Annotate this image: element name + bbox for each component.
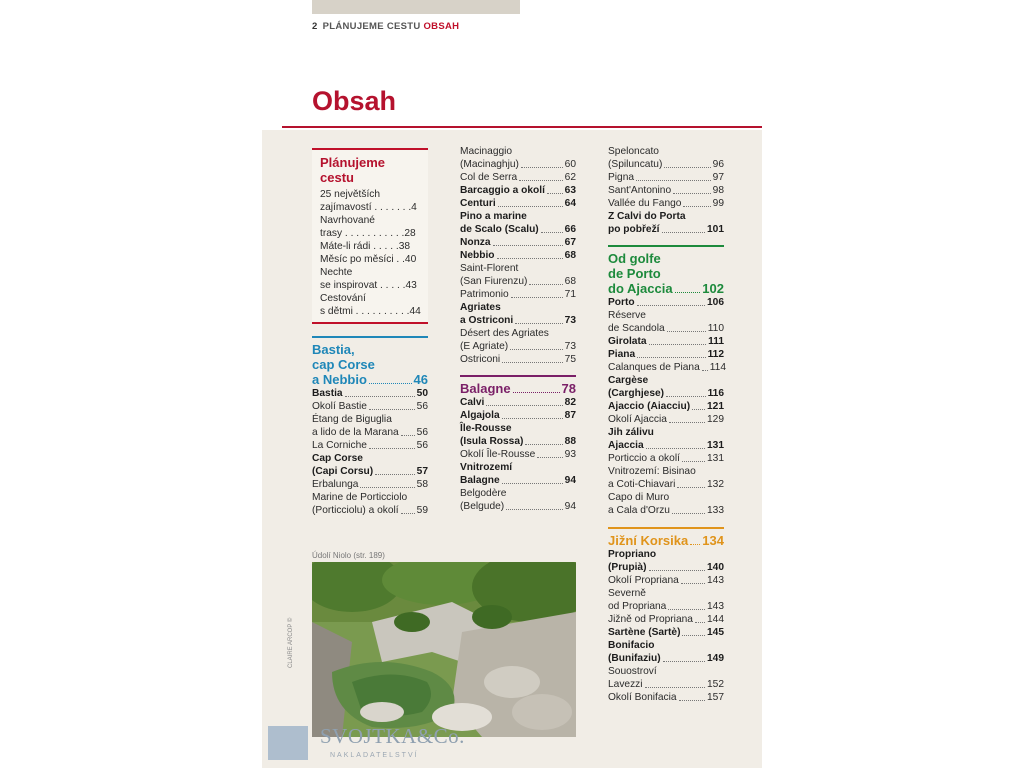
toc-entry[interactable] (608, 678, 724, 691)
section-heading: Balagne 78 (460, 381, 576, 396)
toc-entry-page: 58 (416, 479, 428, 490)
toc-entry-label: (Macinaghju) (460, 159, 519, 170)
toc-entry-page: 94 (564, 475, 576, 486)
toc-entry[interactable] (608, 296, 724, 309)
toc-entry-label: Okolí Bonifacia (608, 692, 677, 703)
toc-entry[interactable] (460, 249, 576, 262)
toc-entry-label: Balagne (460, 475, 500, 486)
toc-entry[interactable] (460, 171, 576, 184)
toc-entry-label: (Prupià) (608, 562, 647, 573)
toc-entry[interactable] (608, 413, 724, 426)
toc-entry[interactable] (460, 448, 576, 461)
toc-entry-label: Lavezzi (608, 679, 643, 690)
toc-entry-page: 57 (416, 466, 428, 477)
toc-entry-page: 101 (707, 224, 724, 235)
toc-entry-page: 129 (707, 414, 724, 425)
toc-entry[interactable] (608, 691, 724, 704)
section-heading: Jižní Korsika 134 (608, 533, 724, 548)
toc-entry-page: 114 (709, 362, 727, 373)
toc-entry-page: 106 (707, 297, 724, 308)
toc-entry[interactable] (460, 422, 576, 435)
toc-entry-label: od Propriana (608, 601, 667, 612)
toc-entry-label: Okolí Bastie (312, 401, 367, 412)
toc-entry-label: Jižně od Propriana (608, 614, 693, 625)
toc-entry-label: Souostroví (608, 666, 657, 677)
toc-entry-label: Désert des Agriates (460, 328, 549, 339)
toc-entry-page: 99 (712, 198, 724, 209)
toc-entry[interactable] (460, 223, 576, 236)
toc-entry-label: Île-Rousse (460, 423, 512, 434)
toc-entry-label: a lido de la Marana (312, 427, 399, 438)
toc-entry-label: (Capi Corsu) (312, 466, 374, 477)
toc-entry[interactable] (460, 301, 576, 314)
publisher-subtitle: NAKLADATELSTVÍ (330, 752, 419, 759)
toc-entry[interactable] (320, 214, 428, 227)
toc-entry-page: 43 (405, 280, 417, 291)
toc-entry-page: 38 (398, 241, 411, 252)
toc-entry-page: 56 (416, 427, 428, 438)
toc-entry-page: 144 (707, 614, 724, 625)
toc-entry-label: Vnitrozemí: Bisinao (608, 466, 696, 477)
planning-box (312, 148, 428, 324)
toc-entry[interactable] (460, 275, 576, 288)
toc-entry[interactable] (460, 158, 576, 171)
toc-entry[interactable] (460, 396, 576, 409)
toc-entry-page: 66 (564, 224, 576, 235)
toc-entry-page: 67 (564, 237, 576, 248)
toc-entry-page: 50 (416, 388, 428, 399)
toc-entry[interactable] (460, 236, 576, 249)
column-3-list (608, 145, 724, 236)
toc-entry-label: Agriates (460, 302, 501, 313)
toc-entry[interactable] (608, 600, 724, 613)
toc-entry[interactable] (608, 587, 724, 600)
toc-entry-label: de Scandola (608, 323, 665, 334)
toc-entry-label: Sant'Antonino (608, 185, 672, 196)
toc-entry-label: de Scalo (Scalu) (460, 224, 539, 235)
toc-entry-page: 82 (564, 397, 576, 408)
toc-entry-label: Měsíc po měsíci . . (320, 254, 405, 265)
publisher-name: SVOJTKA&Co. (320, 724, 465, 748)
toc-entry-label: Centuri (460, 198, 496, 209)
toc-entry-label: Erbalunga (312, 479, 359, 490)
toc-entry[interactable] (460, 210, 576, 223)
toc-entry[interactable] (312, 452, 428, 465)
toc-entry-label: Capo di Muro (608, 492, 670, 503)
toc-entry-page: 63 (564, 185, 576, 196)
toc-entry[interactable] (320, 279, 428, 292)
toc-entry[interactable] (608, 309, 724, 322)
toc-entry-page: 56 (416, 440, 428, 451)
toc-entry-label: Algajola (460, 410, 500, 421)
toc-entry-label: Étang de Biguglia (312, 414, 392, 425)
toc-entry-label: Porticcio a okolí (608, 453, 680, 464)
toc-entry[interactable] (320, 292, 428, 305)
toc-entry-label: Nonza (460, 237, 491, 248)
toc-entry[interactable] (320, 253, 428, 266)
toc-entry[interactable] (608, 158, 724, 171)
toc-entry[interactable] (608, 322, 724, 335)
toc-entry-label: Severně (608, 588, 646, 599)
toc-entry[interactable] (608, 465, 724, 478)
toc-entry[interactable] (608, 145, 724, 158)
toc-entry[interactable] (460, 435, 576, 448)
toc-entry-label: (Belgude) (460, 501, 505, 512)
toc-entry-label: Bastia (312, 388, 343, 399)
toc-entry-label: Réserve (608, 310, 646, 321)
toc-entry[interactable] (320, 240, 428, 253)
toc-entry-label: Vallée du Fango (608, 198, 682, 209)
toc-entry-label: Patrimonio (460, 289, 509, 300)
toc-entry[interactable] (608, 548, 724, 561)
toc-entry-page: 88 (564, 436, 576, 447)
toc-entry[interactable] (320, 188, 428, 201)
toc-entry-label: Girolata (608, 336, 647, 347)
toc-entry-page: 87 (564, 410, 576, 421)
toc-entry-label: Pino a marine (460, 211, 527, 222)
toc-entry-page: 68 (564, 276, 576, 287)
toc-entry-page: 131 (707, 440, 724, 451)
toc-entry[interactable] (608, 171, 724, 184)
toc-entry[interactable] (608, 639, 724, 652)
publisher-logo-icon (268, 726, 308, 760)
toc-entry-label: trasy . . . . . . . . . . . (320, 228, 405, 239)
photo-credit: CLAIRE ARCOP © (288, 617, 294, 668)
planning-list (312, 188, 428, 318)
toc-entry[interactable] (608, 574, 724, 587)
toc-entry-label: Vnitrozemí (460, 462, 513, 473)
toc-entry[interactable] (320, 305, 428, 318)
toc-entry[interactable] (608, 400, 724, 413)
toc-entry-page: 64 (564, 198, 576, 209)
toc-entry[interactable] (608, 374, 724, 387)
toc-entry[interactable] (460, 500, 576, 513)
toc-entry-page: 93 (564, 449, 576, 460)
toc-entry-label: Piana (608, 349, 636, 360)
toc-entry-page: 112 (707, 349, 724, 360)
toc-entry-label: (Porticciolu) a okolí (312, 505, 399, 516)
toc-entry[interactable] (608, 491, 724, 504)
toc-entry-label: 25 největších (320, 189, 381, 200)
toc-entry-label: (Bunifaziu) (608, 653, 661, 664)
south-list (608, 548, 724, 704)
toc-entry[interactable] (460, 353, 576, 366)
toc-entry[interactable] (312, 413, 428, 426)
toc-entry-label: (E Agriate) (460, 341, 509, 352)
toc-entry-label: Ostriconi (460, 354, 501, 365)
toc-entry[interactable] (608, 439, 724, 452)
toc-entry-label: Col de Serra (460, 172, 518, 183)
toc-entry-label: Jih zálivu (608, 427, 654, 438)
toc-entry-page: 60 (564, 159, 576, 170)
toc-entry-page: 40 (404, 254, 417, 265)
toc-entry-label: Pigna (608, 172, 635, 183)
toc-entry-label: Okolí Île-Rousse (460, 449, 536, 460)
toc-entry-label: Cap Corse (312, 453, 363, 464)
toc-entry-label: se inspirovat . . . . . (320, 280, 406, 291)
toc-entry-page: 98 (712, 185, 724, 196)
toc-entry-label: Ajaccio (Aiacciu) (608, 401, 691, 412)
planning-heading: Plánujeme cestu (320, 155, 386, 185)
toc-entry[interactable] (460, 461, 576, 474)
bastia-list (312, 387, 428, 517)
toc-entry-label: Bonifacio (608, 640, 655, 651)
toc-entry[interactable] (608, 504, 724, 517)
toc-entry[interactable] (608, 184, 724, 197)
toc-entry-label: (Carghjese) (608, 388, 665, 399)
toc-entry-page: 71 (564, 289, 576, 300)
toc-entry-label: (Spiluncatu) (608, 159, 663, 170)
title-rule (282, 126, 762, 128)
page-title: Obsah (312, 86, 397, 116)
section-balagne (460, 375, 576, 513)
toc-entry-label: Navrhované (320, 215, 375, 226)
toc-entry[interactable] (608, 452, 724, 465)
toc-entry-page: 73 (564, 315, 576, 326)
toc-entry-label: Speloncato (608, 146, 659, 157)
toc-entry[interactable] (460, 340, 576, 353)
toc-entry-label: a Ostriconi (460, 315, 514, 326)
toc-entry-page: 131 (707, 453, 724, 464)
toc-entry[interactable] (608, 478, 724, 491)
toc-entry[interactable] (312, 400, 428, 413)
toc-entry-label: a Cala d'Orzu (608, 505, 670, 516)
toc-entry[interactable] (608, 348, 724, 361)
toc-entry-label: po pobřeží (608, 224, 660, 235)
toc-entry[interactable] (460, 262, 576, 275)
toc-entry-page: 44 (409, 306, 421, 317)
toc-entry-page: 4 (411, 202, 417, 213)
toc-entry-page: 96 (712, 159, 724, 170)
section-bastia (312, 336, 428, 517)
toc-entry[interactable] (312, 465, 428, 478)
toc-entry-page: 28 (404, 228, 416, 239)
toc-entry[interactable] (608, 210, 724, 223)
toc-entry[interactable] (460, 474, 576, 487)
toc-entry-label: Ajaccia (608, 440, 644, 451)
toc-entry-page: 110 (707, 323, 724, 334)
toc-entry[interactable] (608, 665, 724, 678)
toc-entry[interactable] (460, 327, 576, 340)
toc-entry-label: Cestování (320, 293, 366, 304)
toc-entry[interactable] (460, 145, 576, 158)
toc-entry[interactable] (608, 387, 724, 400)
toc-entry-label: zajímavostí . . . . . . . (320, 202, 412, 213)
toc-entry-page: 68 (564, 250, 576, 261)
toc-entry-page: 121 (707, 401, 724, 412)
toc-entry-label: s dětmi . . . . . . . . . . (320, 306, 410, 317)
toc-entry[interactable] (320, 266, 428, 279)
toc-entry-label: Belgodère (460, 488, 507, 499)
contents-column-2 (460, 145, 576, 513)
header-highlight: OBSAH (423, 21, 460, 32)
column-2-list (460, 145, 576, 366)
toc-entry-label: Calanques de Piana (608, 362, 700, 373)
photo-caption: Údolí Niolo (str. 189) (312, 551, 385, 560)
toc-entry[interactable] (608, 223, 724, 236)
section-south (608, 527, 724, 704)
toc-entry-label: Cargèse (608, 375, 649, 386)
toc-entry-label: Sartène (Sartè) (608, 627, 681, 638)
toc-entry-label: Okolí Propriana (608, 575, 679, 586)
toc-entry-page: 73 (564, 341, 576, 352)
toc-entry-label: Calvi (460, 397, 485, 408)
toc-entry-label: (San Fiurenzu) (460, 276, 528, 287)
gorge-photo (312, 562, 576, 737)
toc-entry[interactable] (608, 626, 724, 639)
toc-entry-page: 140 (707, 562, 724, 573)
toc-entry[interactable] (460, 197, 576, 210)
toc-entry[interactable] (460, 409, 576, 422)
toc-entry[interactable] (460, 184, 576, 197)
toc-entry-page: 157 (707, 692, 724, 703)
toc-entry[interactable] (460, 314, 576, 327)
toc-entry-label: Máte-li rádi . . . . . (320, 241, 399, 252)
toc-entry-page: 149 (707, 653, 724, 664)
toc-entry[interactable] (608, 426, 724, 439)
page-number: 2 (312, 21, 318, 32)
toc-entry[interactable] (320, 201, 428, 214)
toc-entry-page: 111 (708, 336, 724, 347)
toc-entry[interactable] (312, 426, 428, 439)
toc-entry-label: Macinaggio (460, 146, 513, 157)
toc-entry-page: 133 (707, 505, 724, 516)
toc-entry-page: 56 (416, 401, 428, 412)
balagne-list (460, 396, 576, 513)
toc-entry-label: Propriano (608, 549, 657, 560)
toc-entry-page: 62 (564, 172, 576, 183)
toc-entry[interactable] (608, 613, 724, 626)
section-porto (608, 245, 727, 517)
top-tab-bar (312, 0, 520, 14)
running-header (312, 21, 459, 32)
toc-entry-label: Porto (608, 297, 635, 308)
toc-entry[interactable] (608, 197, 724, 210)
toc-entry[interactable] (608, 335, 724, 348)
toc-entry[interactable] (608, 561, 724, 574)
toc-entry-page: 75 (564, 354, 576, 365)
toc-entry-page: 152 (707, 679, 724, 690)
contents-column-1 (312, 148, 428, 517)
toc-entry-label: Z Calvi do Porta (608, 211, 686, 222)
toc-entry-label: Okolí Ajaccia (608, 414, 667, 425)
toc-entry[interactable] (312, 478, 428, 491)
section-heading: Bastia, cap Corse a Nebbio 46 (312, 342, 428, 387)
toc-entry-page: 143 (707, 601, 724, 612)
toc-entry-page: 94 (564, 501, 576, 512)
toc-entry-label: (Isula Rossa) (460, 436, 524, 447)
toc-entry-page: 143 (707, 575, 724, 586)
toc-entry[interactable] (312, 387, 428, 400)
porto-list (608, 296, 727, 517)
toc-entry[interactable] (460, 487, 576, 500)
toc-entry-label: Saint-Florent (460, 263, 519, 274)
toc-entry[interactable] (312, 504, 428, 517)
toc-entry[interactable] (312, 491, 428, 504)
toc-entry-label: a Coti-Chiavari (608, 479, 676, 490)
toc-entry[interactable] (320, 227, 428, 240)
toc-entry[interactable] (608, 361, 727, 374)
toc-entry-label: Nechte (320, 267, 353, 278)
publisher-watermark (268, 720, 468, 766)
contents-column-3 (608, 145, 727, 704)
toc-entry[interactable] (312, 439, 428, 452)
toc-entry-label: La Corniche (312, 440, 367, 451)
toc-entry[interactable] (460, 288, 576, 301)
toc-entry[interactable] (608, 652, 724, 665)
header-section: PLÁNUJEME CESTU (322, 21, 421, 32)
toc-entry-label: Nebbio (460, 250, 495, 261)
section-heading: Od golfe de Porto do Ajaccia 102 (608, 251, 724, 296)
toc-entry-page: 116 (707, 388, 724, 399)
toc-entry-label: Barcaggio a okolí (460, 185, 545, 196)
toc-entry-page: 132 (707, 479, 724, 490)
toc-entry-page: 97 (712, 172, 724, 183)
toc-entry-label: Marine de Porticciolo (312, 492, 408, 503)
toc-entry-page: 59 (416, 505, 428, 516)
toc-entry-page: 145 (707, 627, 724, 638)
